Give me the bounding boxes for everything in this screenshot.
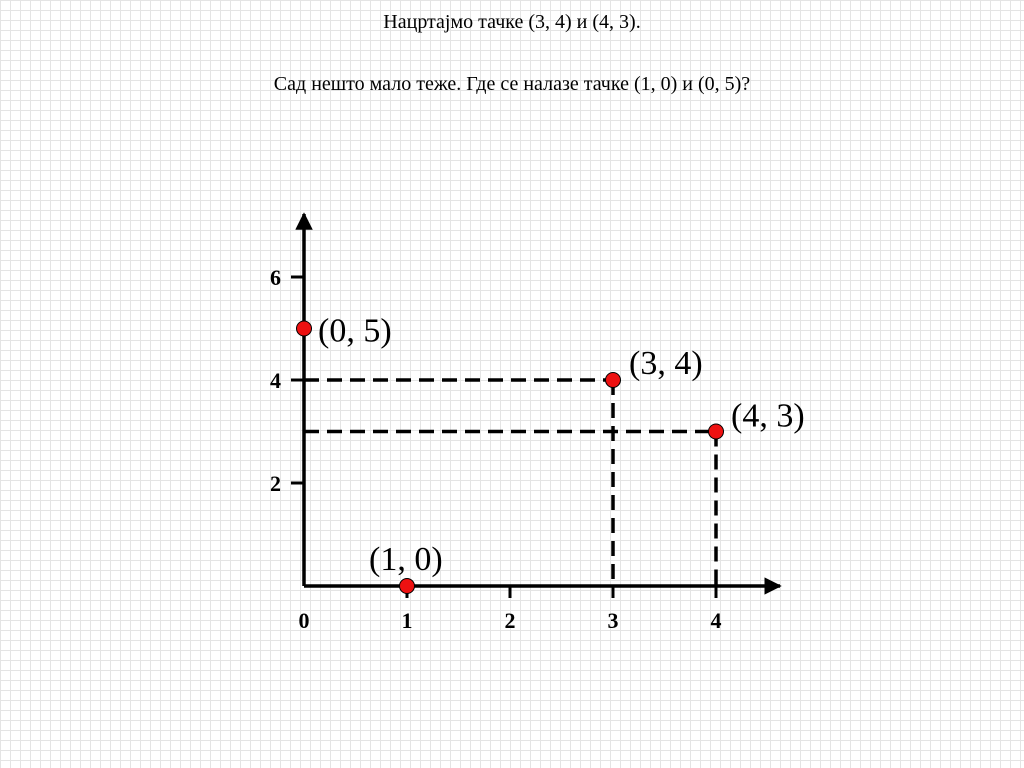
instruction-line-2: Сад нешто мало теже. Где се налазе тачке (1, 0) и (0, 5)? (273, 73, 751, 95)
point-label: (0, 5) (318, 312, 392, 350)
point-label: (1, 0) (369, 541, 443, 578)
y-tick-label: 4 (270, 368, 281, 393)
point-marker (400, 579, 415, 594)
point-label: (4, 3) (731, 397, 805, 435)
point-marker (709, 424, 724, 439)
instruction-line-1: Нацртајмо тачке (3, 4) и (4, 3). (383, 11, 641, 33)
point-label: (3, 4) (629, 345, 703, 382)
y-tick-label: 6 (270, 265, 281, 290)
x-tick-label: 2 (504, 608, 516, 633)
point-marker (297, 321, 312, 336)
x-tick-label: 4 (710, 608, 722, 633)
y-tick-label: 2 (270, 471, 281, 496)
x-tick-label: 3 (607, 608, 619, 633)
point-marker (606, 373, 621, 388)
x-tick-label: 1 (401, 608, 413, 633)
x-tick-label: 0 (298, 608, 310, 633)
